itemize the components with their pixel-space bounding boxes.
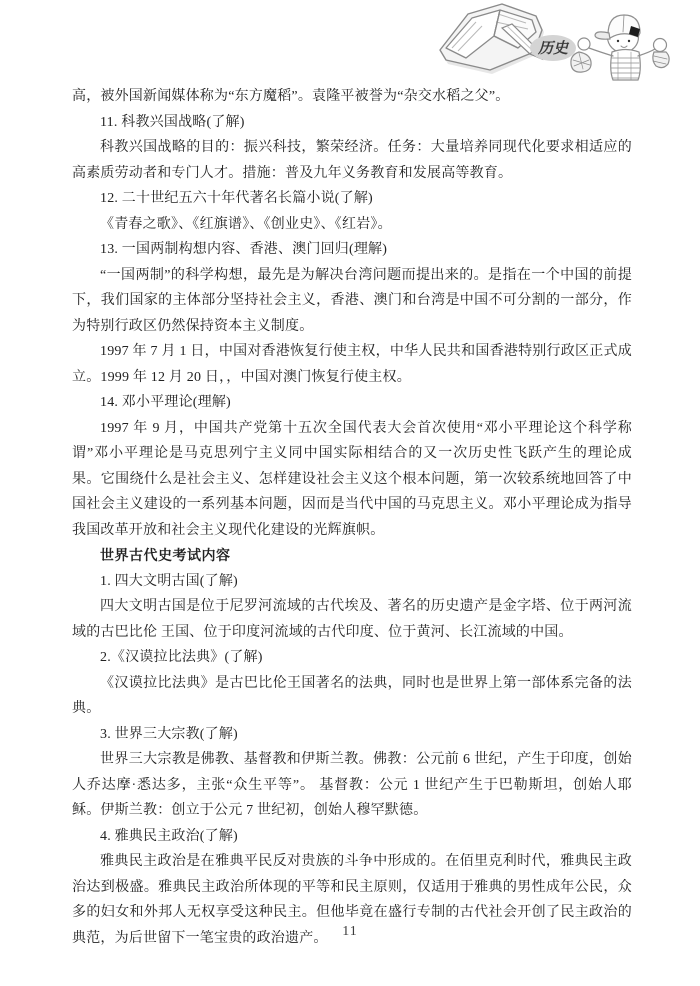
paragraph: 13. 一国两制构想内容、香港、澳门回归(理解) — [100, 242, 388, 257]
subject-label: 历史 — [537, 40, 569, 57]
paragraph: 14. 邓小平理论(理解) — [100, 395, 231, 410]
paragraph: 世界三大宗教是佛教、基督教和伊斯兰教。佛教：公元前 6 世纪，产生于印度，创始人乔达摩·悉达多，主张“众生平等”。 基督教：公元 1 世纪产生于巴勒斯坦，创始人耶稣。伊斯兰教：创立于公元 7 世纪初，创始人穆罕默德。 — [72, 752, 632, 818]
paragraph: 1997 年 9 月，中国共产党第十五次全国代表大会首次使用“邓小平理论这个科学称谓”邓小平理论是马克思列宁主义同中国实际相结合的又一次历史性飞跃产生的理论成果。它围绕什么是社会主义、怎样建设社会主义这个根本问题，第一次较系统地回答了中国社会主义建设的一系列基本问题，因而是当代中国的马克思主义。邓小平理论成为指导我国改革开放和社会主义现代化建设的光辉旗帜。 — [72, 420, 632, 538]
paragraph: 3. 世界三大宗教(了解) — [100, 726, 238, 742]
paragraph: 科教兴国战略的目的：振兴科技，繁荣经济。任务：大量培养同现代化要求相适应的高素质劳动者和专门人才。措施：普及九年义务教育和发展高等教育。 — [72, 140, 632, 181]
paragraph: 四大文明古国是位于尼罗河流域的古代埃及、著名的历史遗产是金字塔、位于两河流域的古巴比伦 王国、位于印度河流域的古代印度、位于黄河、长江流域的中国。 — [72, 599, 632, 640]
page-number: 11 — [342, 924, 358, 939]
paragraph: 《青春之歌》、《红旗谱》、《创业史》、《红岩》。 — [100, 216, 392, 232]
open-book-icon — [440, 4, 544, 74]
subject-bubble — [530, 35, 576, 61]
paragraph: 11. 科教兴国战略(了解) — [100, 114, 245, 130]
page-header-art — [432, 2, 677, 97]
paragraph: 1. 四大文明古国(了解) — [100, 573, 238, 589]
paragraph: 12. 二十世纪五六十年代著名长篇小说(了解) — [100, 191, 373, 206]
paragraph: 1997 年 7 月 1 日，中国对香港恢复行使主权，中华人民共和国香港特别行政区正式成立。1999 年 12 月 20 日，，中国对澳门恢复行使主权。 — [72, 344, 632, 385]
paragraph: 4. 雅典民主政治(了解) — [100, 828, 238, 844]
paragraph: 《汉谟拉比法典》是古巴比伦王国著名的法典，同时也是世界上第一部体系完备的法典。 — [72, 675, 632, 716]
paragraph: 雅典民主政治是在雅典平民反对贵族的斗争中形成的。在佰里克利时代，雅典民主政治达到极盛。雅典民主政治所体现的平等和民主原则，仅适用于雅典的男性成年公民，众多的妇女和外邦人无权享受这种民主。但他毕竟在盛行专制的古代社会开创了民主政治的典范，为后世留下一笔宝贵的政治遗产。 — [72, 854, 632, 946]
paragraph: 高，被外国新闻媒体称为“东方魔稻”。袁隆平被誉为“杂交水稻之父”。 — [72, 89, 510, 104]
student-mascot-illustration — [571, 15, 669, 80]
paragraph: “一国两制”的科学构想，最先是为解决台湾问题而提出来的。是指在一个中国的前提下，我们国家的主体部分坚持社会主义，香港、澳门和台湾是中国不可分割的一部分，作为特别行政区仍然保持资本主义制度。 — [72, 267, 632, 334]
section-heading: 世界古代史考试内容 — [100, 547, 231, 563]
paragraph: 2.《汉谟拉比法典》(了解) — [100, 650, 263, 665]
document-body — [72, 84, 632, 951]
